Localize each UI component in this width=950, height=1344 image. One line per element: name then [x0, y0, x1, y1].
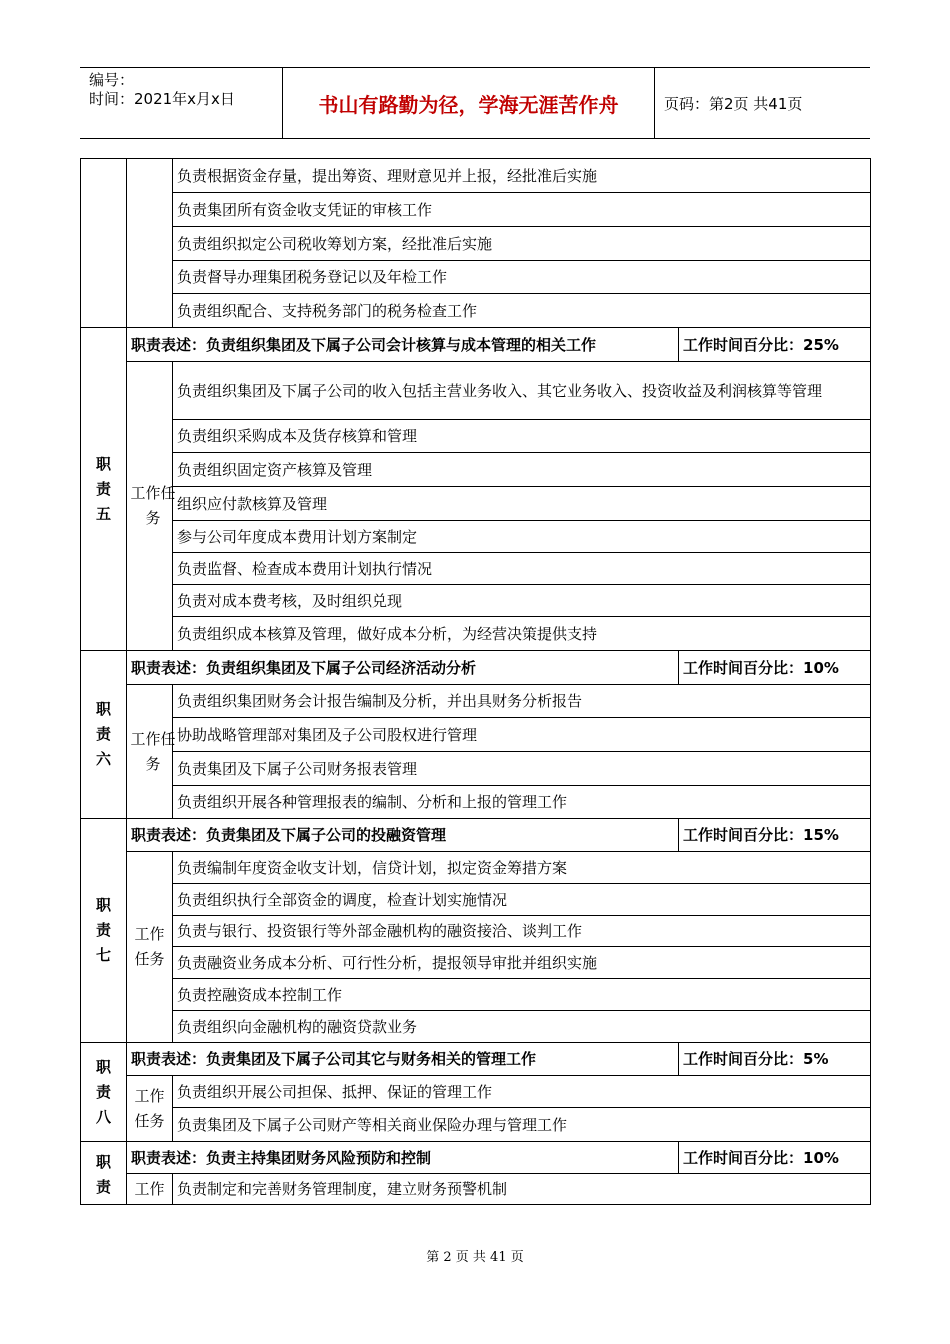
- time-percent: 工作时间百分比：25%: [679, 328, 871, 362]
- task-item: 负责组织开展各种管理报表的编制、分析和上报的管理工作: [173, 786, 871, 819]
- table-row: [81, 852, 871, 884]
- table-row: [81, 884, 871, 916]
- task-item: 负责制定和完善财务管理制度，建立财务预警机制: [173, 1174, 871, 1205]
- page-header: [80, 67, 870, 139]
- task-label: 工作任务: [130, 484, 176, 527]
- duty-summary: 职责表述：负责组织集团及下属子公司经济活动分析: [127, 651, 679, 685]
- task-item: 负责组织采购成本及货存核算和管理: [173, 420, 871, 453]
- task-item: 负责组织成本核算及管理，做好成本分析，为经营决策提供支持: [173, 617, 871, 651]
- duty-label-cell: [81, 159, 127, 328]
- table-row: [81, 362, 871, 420]
- task-label-cell: [127, 1076, 173, 1142]
- task-item: 负责组织集团及下属子公司的收入包括主营业务收入、其它业务收入、投资收益及利润核算等管理: [173, 362, 871, 420]
- task-item: 负责集团所有资金收支凭证的审核工作: [173, 193, 871, 227]
- duty-summary: 职责表述：负责集团及下属子公司其它与财务相关的管理工作: [127, 1043, 679, 1076]
- table-row: [81, 752, 871, 786]
- task-item: 负责根据资金存量，提出筹资、理财意见并上报，经批准后实施: [173, 159, 871, 193]
- date-label: 时间：2021年x月x日: [89, 90, 235, 108]
- task-label-cell: [127, 852, 173, 1043]
- task-item: 负责监督、检查成本费用计划执行情况: [173, 553, 871, 585]
- header-motto: 书山有路勤为径，学海无涯苦作舟: [283, 68, 655, 138]
- task-item: 负责编制年度资金收支计划，信贷计划，拟定资金筹措方案: [173, 852, 871, 884]
- time-percent: 工作时间百分比：10%: [679, 651, 871, 685]
- duty-summary: 职责表述：负责组织集团及下属子公司会计核算与成本管理的相关工作: [127, 328, 679, 362]
- task-item: 负责督导办理集团税务登记以及年检工作: [173, 261, 871, 294]
- table-row: [81, 420, 871, 453]
- table-row: [81, 261, 871, 294]
- task-label-cell: [127, 1174, 173, 1205]
- task-label-cell: [127, 159, 173, 328]
- page-footer: 第 2 页 共 41 页: [426, 1250, 524, 1265]
- table-row: [81, 718, 871, 752]
- task-label: 工作任务: [130, 729, 176, 773]
- task-item: 参与公司年度成本费用计划方案制定: [173, 521, 871, 553]
- task-label: 工作: [134, 1180, 165, 1198]
- table-row: [81, 979, 871, 1011]
- task-item: 负责组织执行全部资金的调度，检查计划实施情况: [173, 884, 871, 916]
- table-row: [81, 786, 871, 819]
- duty-label-cell: [81, 1142, 127, 1205]
- duty-label-cell: [81, 651, 127, 819]
- task-item: 协助战略管理部对集团及子公司股权进行管理: [173, 718, 871, 752]
- task-item: 负责组织集团财务会计报告编制及分析，并出具财务分析报告: [173, 685, 871, 718]
- table-row: [81, 916, 871, 947]
- table-row: [81, 1174, 871, 1205]
- time-percent: 工作时间百分比：10%: [679, 1142, 871, 1174]
- task-label-cell: [127, 685, 176, 819]
- duty-summary: 职责表述：负责集团及下属子公司的投融资管理: [127, 819, 679, 852]
- duty-summary: 职责表述：负责主持集团财务风险预防和控制: [127, 1142, 679, 1174]
- task-item: 负责组织向金融机构的融资贷款业务: [173, 1011, 871, 1043]
- table-row: [81, 585, 871, 617]
- task-item: 负责组织固定资产核算及管理: [173, 453, 871, 487]
- table-row: [81, 487, 871, 521]
- table-row: [81, 1142, 871, 1174]
- duty-label: 职责六: [95, 700, 111, 768]
- task-item: 负责融资业务成本分析、可行性分析，提报领导审批并组织实施: [173, 947, 871, 979]
- duty-table: [80, 158, 871, 1205]
- task-item: 负责集团及下属子公司财产等相关商业保险办理与管理工作: [173, 1108, 871, 1142]
- duty-label: 职责七: [95, 896, 111, 964]
- code-label: 编号：: [89, 71, 135, 89]
- task-item: 负责组织开展公司担保、抵押、保证的管理工作: [173, 1076, 871, 1108]
- duty-label: 职责: [95, 1153, 111, 1196]
- table-row: [81, 617, 871, 651]
- header-page-number: 页码：第2页 共41页: [664, 94, 803, 113]
- table-row: [81, 227, 871, 261]
- time-percent: 工作时间百分比：15%: [679, 819, 871, 852]
- task-item: 负责对成本费考核，及时组织兑现: [173, 585, 871, 617]
- table-row: [81, 1076, 871, 1108]
- task-label-cell: [127, 362, 176, 651]
- table-row: [81, 1011, 871, 1043]
- table-row: [81, 553, 871, 585]
- duty-label-cell: [81, 328, 127, 651]
- duty-label: 职责五: [95, 454, 111, 523]
- task-item: 负责组织配合、支持税务部门的税务检查工作: [173, 294, 871, 328]
- task-label: 工作任务: [134, 1086, 165, 1130]
- table-row: [81, 521, 871, 553]
- duty-label-cell: [81, 819, 127, 1043]
- table-row: [81, 819, 871, 852]
- task-item: 负责与银行、投资银行等外部金融机构的融资接洽、谈判工作: [173, 916, 871, 947]
- table-row: [81, 1108, 871, 1142]
- task-item: 负责集团及下属子公司财务报表管理: [173, 752, 871, 786]
- task-item: 组织应付款核算及管理: [173, 487, 871, 521]
- table-row: [81, 193, 871, 227]
- table-row: [81, 294, 871, 328]
- table-row: [81, 947, 871, 979]
- table-row: [81, 1043, 871, 1076]
- task-item: 负责控融资成本控制工作: [173, 979, 871, 1011]
- table-row: [81, 328, 871, 362]
- duty-label: 职责八: [95, 1057, 111, 1126]
- time-percent: 工作时间百分比：5%: [679, 1043, 871, 1076]
- task-label: 工作任务: [134, 925, 165, 968]
- duty-label-cell: [81, 1043, 127, 1142]
- task-item: 负责组织拟定公司税收筹划方案，经批准后实施: [173, 227, 871, 261]
- header-meta: [80, 68, 283, 138]
- table-row: [81, 453, 871, 487]
- table-row: [81, 651, 871, 685]
- table-row: [81, 685, 871, 718]
- table-row: [81, 159, 871, 193]
